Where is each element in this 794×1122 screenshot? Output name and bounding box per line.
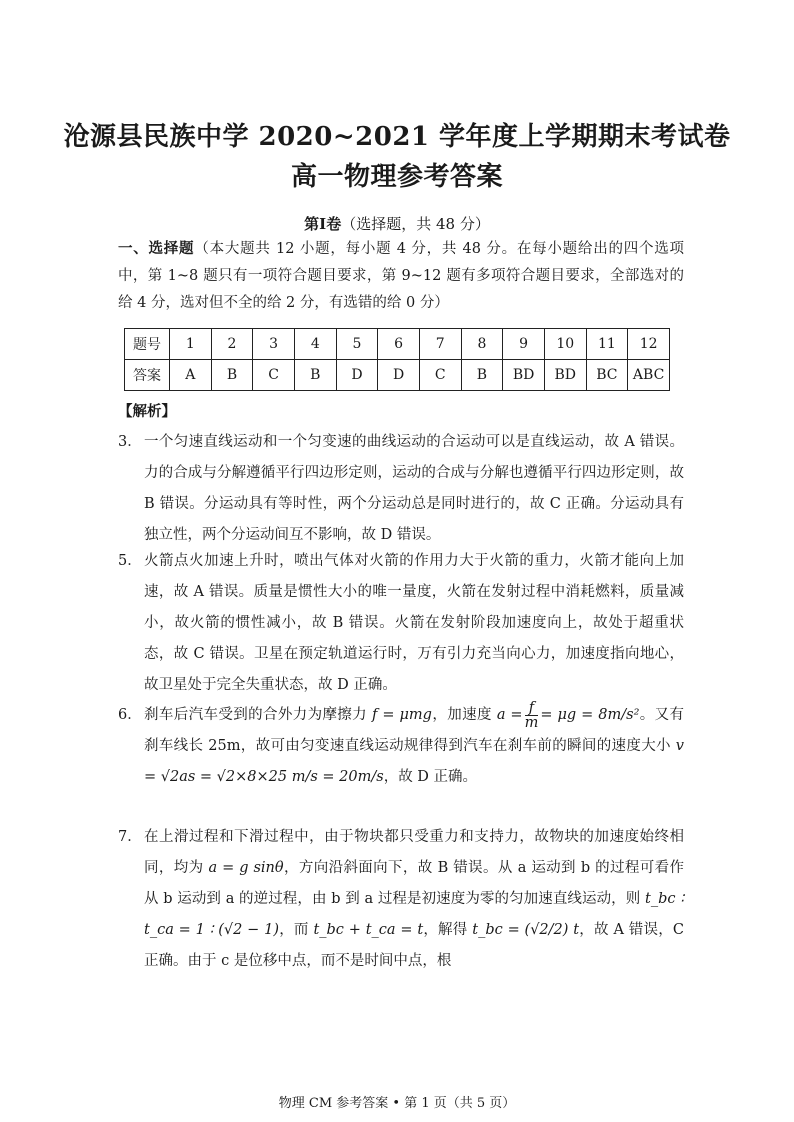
explanation-text: ，而 xyxy=(279,922,314,938)
answer-row-label: 答案 xyxy=(125,360,170,391)
answer-cell: D xyxy=(336,360,378,391)
answer-cell: BC xyxy=(586,360,628,391)
question-number: 10 xyxy=(544,329,586,360)
acceleration-formula: a = g sinθ xyxy=(208,860,284,876)
answer-cell: B xyxy=(461,360,503,391)
part-heading-bold: 第Ⅰ卷 xyxy=(304,215,342,233)
answer-cell: B xyxy=(294,360,336,391)
acceleration-formula-left: a = xyxy=(496,707,523,723)
exam-title: 沧源县民族中学 2020~2021 学年度上学期期末考试卷 xyxy=(63,122,731,152)
explanation-text: 火箭点火加速上升时，喷出气体对火箭的作用力大于火箭的重力，火箭才能向上加速，故 A 错误。质量是惯性大小的唯一量度，火箭在发射过程中消耗燃料，质量减小，故火箭的惯性减小，故 B 错误。火箭在发射阶段加速度向上，故处于超重状态，故 C 错误。卫星在预定轨道运行时，万有引力充当向心力，加速度指向地心，故卫星处于完全失重状态，故 D 正确。 xyxy=(144,553,684,693)
analysis-label: 【解析】 xyxy=(118,403,176,420)
answer-row xyxy=(125,360,670,391)
explanation-number: 5． xyxy=(118,553,142,569)
explanation-text: 。又有刹车线长 25m，故可由匀变速直线运动规律得到汽车在刹车前的瞬间的速度大小 xyxy=(144,707,685,754)
question-number: 6 xyxy=(378,329,420,360)
question-number: 3 xyxy=(253,329,295,360)
question-number: 4 xyxy=(294,329,336,360)
explanation-text: ，故 A 错误，C 正确。由于 c 是位移中点，而不是时间中点，根 xyxy=(144,922,684,969)
question-number: 5 xyxy=(336,329,378,360)
answer-cell: B xyxy=(211,360,253,391)
fraction-numerator: f xyxy=(525,701,539,716)
section-label: 一、选择题 xyxy=(118,240,195,257)
explanation-q3 xyxy=(118,427,684,551)
explanation-text: ，方向沿斜面向下，故 B 错误。从 a 运动到 b 的过程可看作从 b 运动到 a 的逆过程，由 b 到 a 过程是初速度为零的匀加速直线运动，则 xyxy=(144,860,684,907)
question-number: 7 xyxy=(419,329,461,360)
explanation-q7 xyxy=(118,822,684,977)
question-row xyxy=(125,329,670,360)
explanation-number: 7． xyxy=(118,829,142,845)
answer-cell: ABC xyxy=(628,360,670,391)
explanation-text: 一个匀速直线运动和一个匀变速的曲线运动的合运动可以是直线运动，故 A 错误。力的合成与分解遵循平行四边形定则，运动的合成与分解也遵循平行四边形定则，故 B 错误。分运动具有等时性，两个分运动总是同时进行的，故 C 正确。分运动具有独立性，两个分运动间互不影响，故 D 错误。 xyxy=(144,434,684,543)
answer-cell: A xyxy=(170,360,212,391)
question-row-label: 题号 xyxy=(125,329,170,360)
exam-subtitle: 高一物理参考答案 xyxy=(290,162,503,192)
section-instructions xyxy=(118,235,684,317)
explanation-text: ，加速度 xyxy=(431,707,497,723)
answer-cell: BD xyxy=(544,360,586,391)
answer-cell: C xyxy=(253,360,295,391)
explanation-q6 xyxy=(118,700,684,793)
fraction-denominator: m xyxy=(524,714,539,731)
time-ratio-formula: t_bc ∶ t_ca = 1 ∶ (√2 − 1) xyxy=(144,891,684,938)
explanation-body xyxy=(144,700,684,793)
answer-cell: C xyxy=(419,360,461,391)
part-heading-rest: （选择题，共 48 分） xyxy=(341,215,490,233)
answer-table xyxy=(124,328,670,391)
page-footer: 物理 CM 参考答案 • 第 1 页（共 5 页） xyxy=(278,1096,516,1111)
fraction xyxy=(525,701,539,730)
explanation-body xyxy=(144,822,684,977)
question-number: 11 xyxy=(586,329,628,360)
question-number: 12 xyxy=(628,329,670,360)
answer-cell: BD xyxy=(503,360,545,391)
answer-cell: D xyxy=(378,360,420,391)
explanation-number: 3． xyxy=(118,434,142,450)
explanation-text: 在上滑过程和下滑过程中，由于物块都只受重力和支持力，故物块的加速度始终相同，均为 xyxy=(144,829,684,876)
velocity-formula: v = √2as = √2×8×25 m/s = 20m/s xyxy=(144,738,684,785)
acceleration-formula-right: = μg = 8m/s² xyxy=(540,707,640,723)
question-number: 9 xyxy=(503,329,545,360)
time-sum-formula: t_bc + t_ca = t xyxy=(313,922,424,938)
time-solution-formula: t_bc = (√2/2) t xyxy=(472,922,580,938)
explanation-text: ，解得 xyxy=(423,922,473,938)
explanation-q5 xyxy=(118,546,684,701)
explanation-text: ，故 D 正确。 xyxy=(383,769,478,785)
part-heading xyxy=(0,213,794,234)
section-instructions-text: （本大题共 12 小题，每小题 4 分，共 48 分。在每小题给出的四个选项中，第 1~8 题只有一项符合题目要求，第 9~12 题有多项符合题目要求，全部选对的给 4 分，选对但不全的给 2 分，有选错的给 0 分） xyxy=(118,241,685,311)
explanation-text: 刹车后汽车受到的合外力为摩擦力 xyxy=(144,707,373,723)
question-number: 8 xyxy=(461,329,503,360)
question-number: 2 xyxy=(211,329,253,360)
friction-formula: f = μmg xyxy=(372,707,432,723)
explanation-number: 6． xyxy=(118,707,142,723)
question-number: 1 xyxy=(170,329,212,360)
